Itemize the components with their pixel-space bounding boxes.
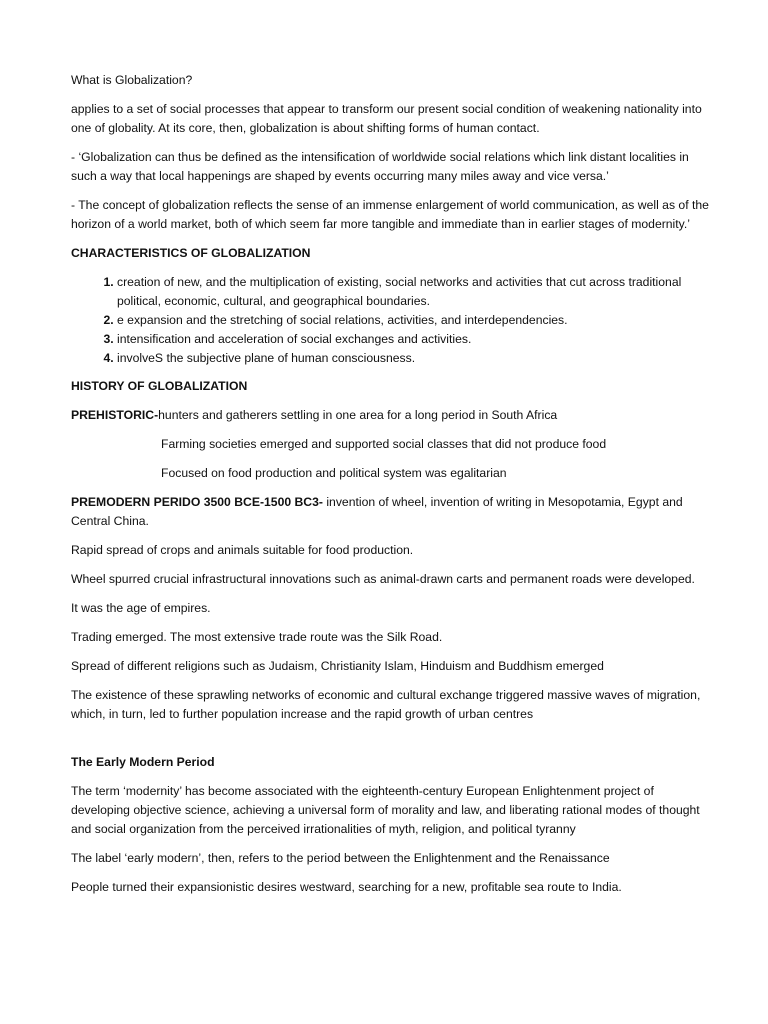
prehistoric-label: PREHISTORIC- — [71, 408, 159, 422]
premodern-text: invention of wheel, invention of writing in Mesopotamia, Egypt and Central China. — [71, 495, 683, 528]
early-modern-paragraph: People turned their expansionistic desires westward, searching for a new, profitable sea route to India. — [71, 880, 622, 894]
history-heading: HISTORY OF GLOBALIZATION — [71, 379, 248, 393]
premodern-point: It was the age of empires. — [71, 601, 211, 615]
early-modern-paragraph: The term ‘modernity’ has become associated with the eighteenth-century European Enlightenment project of developing objective science, achieving a universal form of morality and law, and liberating rational modes of thought and social organization from the perceived irrationalities of myth, religion, and political tyranny — [71, 784, 700, 836]
prehistoric-subpoint-1: Farming societies emerged and supported social classes that did not produce food — [161, 437, 607, 451]
intro-paragraph: applies to a set of social processes that appear to transform our present social condition of weakening nationality into one of globality. At its core, then, globalization is about shifting forms of human contact. — [71, 102, 702, 135]
prehistoric-text: hunters and gatherers settling in one area for a long period in South Africa — [158, 408, 558, 422]
premodern-point: Trading emerged. The most extensive trade route was the Silk Road. — [71, 630, 443, 644]
characteristics-heading: CHARACTERISTICS OF GLOBALIZATION — [71, 246, 311, 260]
characteristics-list — [71, 273, 711, 368]
premodern-paragraph — [71, 493, 711, 531]
doc-title: What is Globalization? — [71, 73, 193, 87]
premodern-point: Spread of different religions such as Judaism, Christianity Islam, Hinduism and Buddhism emerged — [71, 659, 604, 673]
early-modern-heading: The Early Modern Period — [71, 755, 215, 769]
premodern-label: PREMODERN PERIDO 3500 BCE-1500 BC3- — [71, 495, 323, 509]
prehistoric-paragraph — [71, 406, 711, 425]
prehistoric-subpoint-2: Focused on food production and political system was egalitarian — [161, 466, 507, 480]
definition-quote-1: - ‘Globalization can thus be defined as the intensification of worldwide social relations which link distant localities in such a way that local happenings are shaped by events occurring many miles away and vice versa.’ — [71, 150, 689, 183]
section-spacer — [71, 734, 711, 753]
early-modern-paragraph: The label ‘early modern’, then, refers to the period between the Enlightenment and the Renaissance — [71, 851, 610, 865]
list-item: 2. e expansion and the stretching of social relations, activities, and interdependencies. — [117, 311, 711, 330]
list-item: 4. involveS the subjective plane of human consciousness. — [117, 349, 711, 368]
premodern-point: Wheel spurred crucial infrastructural innovations such as animal-drawn carts and permanent roads were developed. — [71, 572, 695, 586]
list-item: 1. creation of new, and the multiplication of existing, social networks and activities that cut across traditional political, economic, cultural, and geographical boundaries. — [117, 273, 711, 311]
premodern-point: Rapid spread of crops and animals suitable for food production. — [71, 543, 414, 557]
document-page — [71, 71, 711, 907]
premodern-point: The existence of these sprawling networks of economic and cultural exchange triggered massive waves of migration, which, in turn, led to further population increase and the rapid growth of urban centres — [71, 688, 701, 721]
definition-quote-2: - The concept of globalization reflects the sense of an immense enlargement of world communication, as well as of the horizon of a world market, both of which seem far more tangible and immediate than in earlier stages of modernity.’ — [71, 198, 709, 231]
list-item: 3. intensification and acceleration of social exchanges and activities. — [117, 330, 711, 349]
